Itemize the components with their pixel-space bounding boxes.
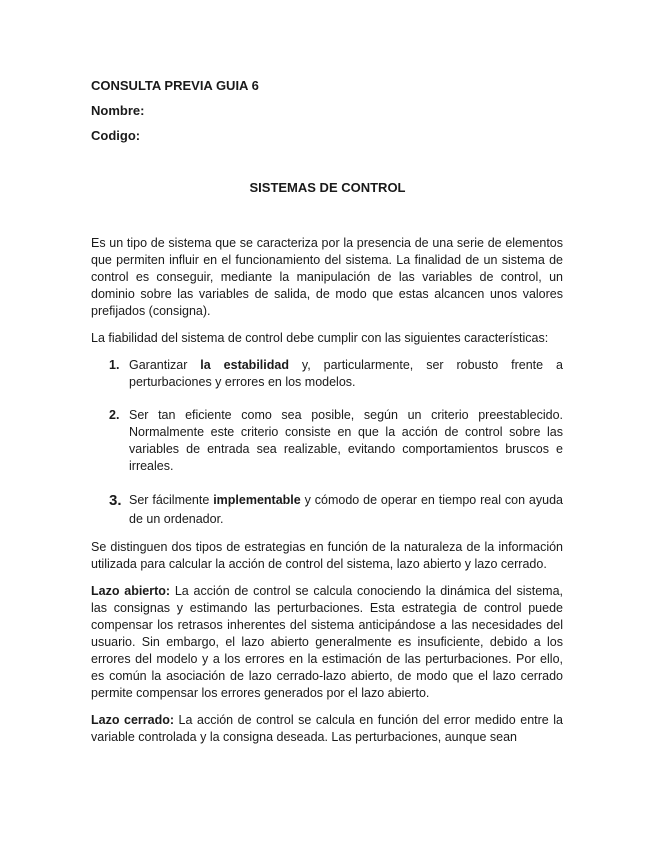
- bold-term: implementable: [213, 493, 301, 507]
- codigo-label: Codigo:: [91, 128, 141, 143]
- lazo-cerrado-paragraph: Lazo cerrado: La acción de control se calcula en función del error medido entre la variable controlada y la consigna deseada. Las perturbaciones, aunque sean: [91, 713, 563, 744]
- lazo-abierto-paragraph: Lazo abierto: La acción de control se calcula conociendo la dinámica del sistema, las consignas y estimando las perturbaciones. Esta estrategia de control puede compensar los retrasos inherentes del sistema anticipándose a las necesidades del usuario. Sin embargo, el lazo abierto generalmente es insuficiente, debido a los errores del modelo y a los errores en la estimación de las perturbaciones. Por ello, es común la asociación de lazo cerrado-lazo abierto, de modo que el lazo cerrado permite compensar los errores generados por el lazo abierto.: [91, 584, 563, 700]
- intro-paragraph: Es un tipo de sistema que se caracteriza por la presencia de una serie de elementos que permiten influir en el funcionamiento del sistema. La finalidad de un sistema de control es conseguir, mediante la manipulación de las variables de control, un dominio sobre las variables de salida, de modo que estas alcancen unos valores prefijados (consigna).: [91, 236, 563, 318]
- document-title: SISTEMAS DE CONTROL: [249, 180, 406, 195]
- characteristics-list: [91, 357, 563, 529]
- consulta-heading: CONSULTA PREVIA GUIA 6: [91, 78, 259, 93]
- lazo-cerrado-label: Lazo cerrado:: [91, 713, 175, 727]
- list-number: 2.: [109, 408, 120, 422]
- distinguen-paragraph: Se distinguen dos tipos de estrategias en función de la naturaleza de la información utilizada para calcular la acción de control del sistema, lazo abierto y lazo cerrado.: [91, 540, 563, 571]
- nombre-label: Nombre:: [91, 103, 145, 118]
- list-item: 1. Garantizar la estabilidad y, particularmente, ser robusto frente a perturbaciones y errores en los modelos.: [109, 358, 563, 389]
- document-body: [91, 235, 563, 756]
- list-number: 3.: [109, 492, 122, 509]
- list-number: 1.: [109, 358, 120, 372]
- bold-term: la estabilidad: [200, 358, 289, 372]
- list-item: 3. Ser fácilmente implementable y cómodo de operar en tiempo real con ayuda de un ordenador.: [109, 492, 563, 526]
- fiabilidad-paragraph: La fiabilidad del sistema de control debe cumplir con las siguientes características:: [91, 331, 549, 345]
- lazo-abierto-label: Lazo abierto:: [91, 584, 171, 598]
- list-item: 2. Ser tan eficiente como sea posible, según un criterio preestablecido. Normalmente este criterio consiste en que la acción de control sobre las variables de entrada sea realizable, evitando comportamientos bruscos e irreales.: [109, 408, 563, 473]
